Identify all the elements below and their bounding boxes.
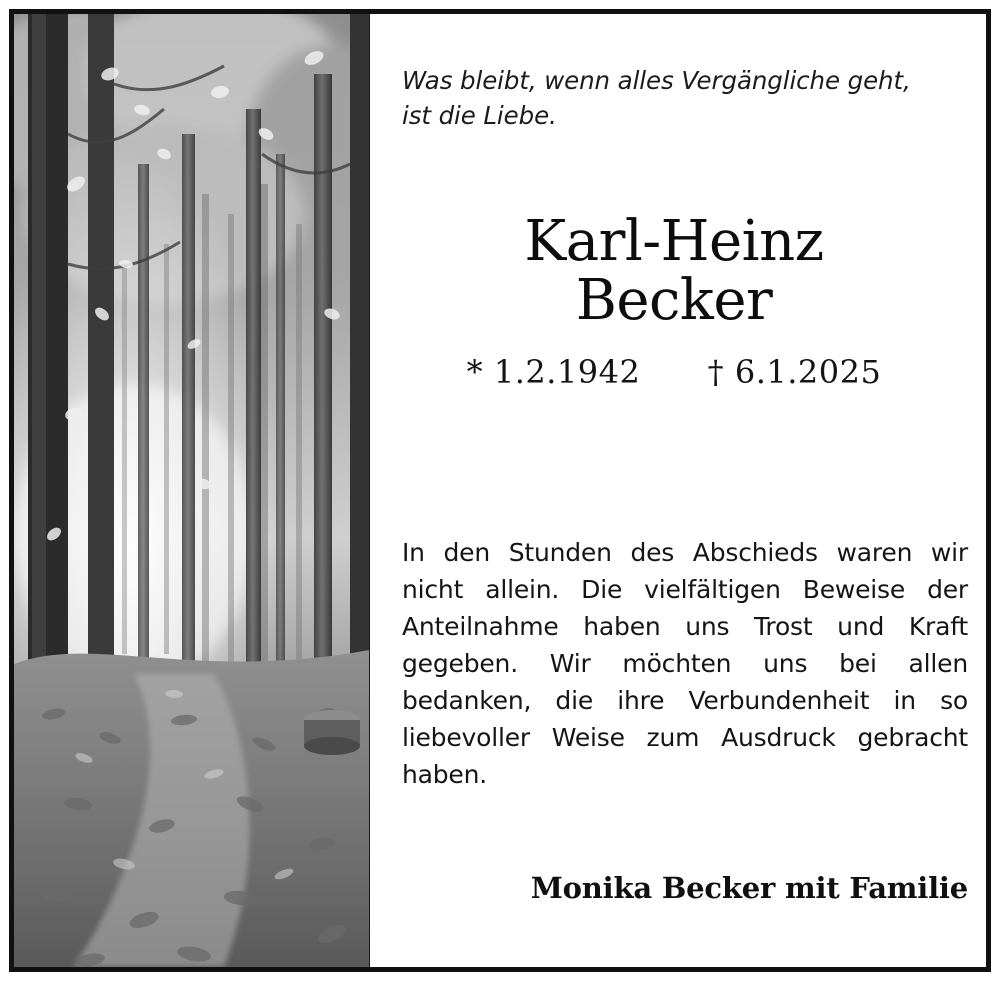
quote-line-1: Was bleibt, wenn alles Vergängliche geht, <box>402 66 911 95</box>
deceased-last-name: Becker <box>575 268 773 334</box>
obituary-text-column <box>370 14 986 967</box>
obituary-frame <box>9 9 991 972</box>
thank-you-message: In den Stunden des Abschieds waren wir nicht allein. Die vielfältigen Beweise der Anteilnahme haben uns Trost und Kraft gegeben. Wir möchten uns bei allen bedanken, die ihre Verbundenheit in so liebevoller Weise zum Ausdruck gebracht haben. <box>402 538 968 789</box>
deceased-name-block <box>370 209 978 391</box>
forest-photo <box>14 14 370 967</box>
family-signature: Monika Becker mit Familie <box>530 871 968 905</box>
memorial-quote <box>402 64 962 134</box>
life-dates <box>370 353 978 391</box>
quote-line-2: ist die Liebe. <box>402 100 557 130</box>
birth-date: * 1.2.1942 <box>466 352 641 391</box>
deceased-first-name: Karl-Heinz <box>524 209 824 274</box>
death-date: † 6.1.2025 <box>707 352 882 391</box>
